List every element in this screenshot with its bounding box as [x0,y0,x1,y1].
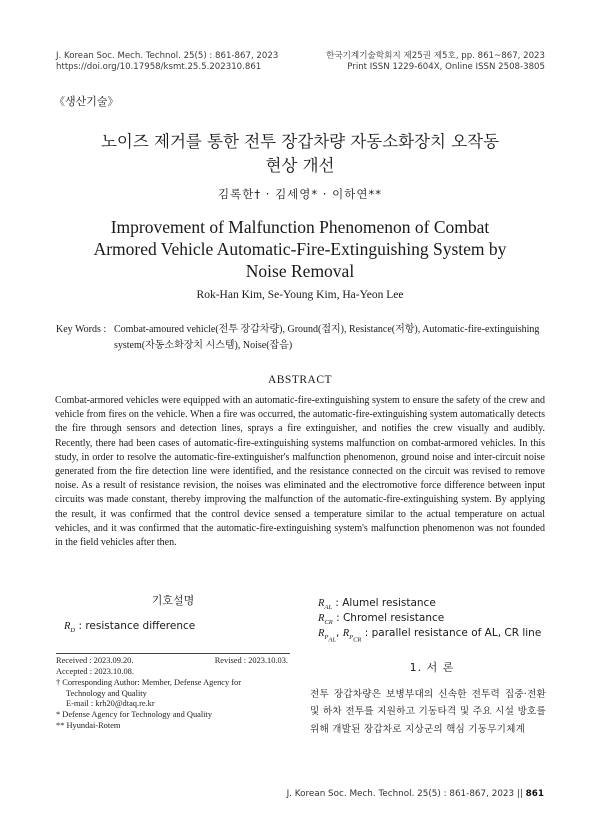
received-date: Received : 2023.09.20. [56,656,134,665]
affiliation-2: ** Hyundai-Rotem [56,721,121,730]
title-korean-line2: 현상 개선 [265,156,335,175]
title-english-line2: Armored Vehicle Automatic-Fire-Extinguishing System by [93,239,507,259]
symbol-description: : Alumel resistance [335,597,436,609]
author-email[interactable]: E-mail : krh20@dtaq.re.kr [66,699,155,708]
footer-citation: J. Korean Soc. Mech. Technol. 25(5) : 861-867, 2023 || [286,789,523,799]
corresponding-author-line1: † Corresponding Author: Member, Defense Agency for [56,678,242,687]
nomenclature-item-rcr [318,612,444,626]
keywords-text: Combat-amoured vehicle(전투 장갑차량), Ground(접지), Resistance(저항), Automatic-fire-extinguishing system(자동소화장치 시스템), Noise(잡음) [114,324,540,351]
authors-english: Rok-Han Kim, Se-Young Kim, Ha-Yeon Lee [196,289,404,301]
journal-header-left [56,51,278,73]
title-english-line1: Improvement of Malfunction Phenomenon of Combat [110,217,490,237]
symbol-r-al: $R_{AL}$ [318,598,333,612]
journal-citation-ko: 한국기계기술학회지 제25권 제5호, pp. 861~867, 2023 [326,51,545,61]
nomenclature-title: 기호설명 [151,594,195,607]
symbol-description: : parallel resistance of AL, CR line [364,627,542,639]
authors-korean: 김록한† · 김세영* · 이하연** [218,187,382,201]
abstract-body: Combat-armored vehicles were equipped with an automatic-fire-extinguishing system to ensure the safety of the crew and vehicle from fires on the vehicle. When a fire was occurred, the automatic-fire-extinguishing system automatically detects the fire through sensors and detection lines, sprays a fire extinguisher, and notifies the crew visually and audibly. Recently, there had been cases of automatic-fire-extinguishing systems malfunction on combat-armored vehicles. In this study, in order to resolve the automatic-fire-extinguisher's malfunction phenomenon, ground noise and inter-circuit noise generated from the fire detection line were identified, and the resistance connected on the circuit was revised to remove noise. As a result of resistance revision, the noises was eliminated and the electromotive force difference between input circuits was made constant, thereby improving the malfunction of the automatic-fire-extinguishing system. By applying the result, it was confirmed that the control device sensed a temperature similar to the actual temperature on actual vehicles, and it was confirmed that the automatic-fire-extinguishing system's malfunction phenomenon was not founded in the field vehicles after then. [55,395,545,549]
abstract-title: ABSTRACT [267,374,333,386]
symbol-description: : Chromel resistance [336,612,445,624]
page-number: 861 [525,789,544,799]
corresponding-author [56,678,292,699]
page-footer [287,789,544,799]
corresponding-author-line2: Technology and Quality [66,688,147,698]
symbol-r-d: $R_D$ [64,621,76,635]
title-english-line3: Noise Removal [245,261,355,281]
nomenclature-item-rp: $R_{P_{AL}}$, $R_{P_{CR}}$ : parallel resistance of AL, CR line [318,627,542,644]
doi-link[interactable]: https://doi.org/10.17958/ksmt.25.5.202310.861 [56,62,262,72]
section-heading-introduction: 1. 서 론 [409,661,455,674]
keywords-block [56,322,548,354]
journal-citation: J. Korean Soc. Mech. Technol. 25(5) : 861-867, 2023 [56,51,279,61]
nomenclature-item-ral [318,597,436,611]
introduction-body: 전투 장갑차량은 보병부대의 신속한 전투력 집중·전환 및 하차 전투를 지원하고 기동타격 및 주요 시설 방호를 위해 개발된 장갑차로 지상군의 핵심 기동무기체계 [310,689,546,735]
accepted-date: Accepted : 2023.10.08. [56,667,134,676]
title-english [40,216,560,282]
issn-info: Print ISSN 1229-604X, Online ISSN 2508-3805 [347,62,545,72]
symbol-r-p-cr: $R_{P_{CR}}$ [342,628,362,644]
footnote-divider [56,653,290,654]
footnote-dates [56,656,292,667]
title-korean-line1: 노이즈 제거를 통한 전투 장갑차량 자동소화장치 오작동 [100,132,500,151]
symbol-description: : resistance difference [78,620,196,632]
symbol-r-p-al: $R_{P_{AL}}$ [318,628,336,644]
journal-header-right [326,51,545,73]
keywords-label: Key Words : [56,324,107,335]
section-tag: 《생산기술》 [54,95,119,108]
title-korean [40,130,560,178]
affiliation-1: * Defense Agency for Technology and Quality [56,710,213,719]
revised-date: Revised : 2023.10.03. [214,656,288,665]
symbol-r-cr: $R_{CR}$ [318,613,333,627]
nomenclature-item-rd [64,620,195,634]
